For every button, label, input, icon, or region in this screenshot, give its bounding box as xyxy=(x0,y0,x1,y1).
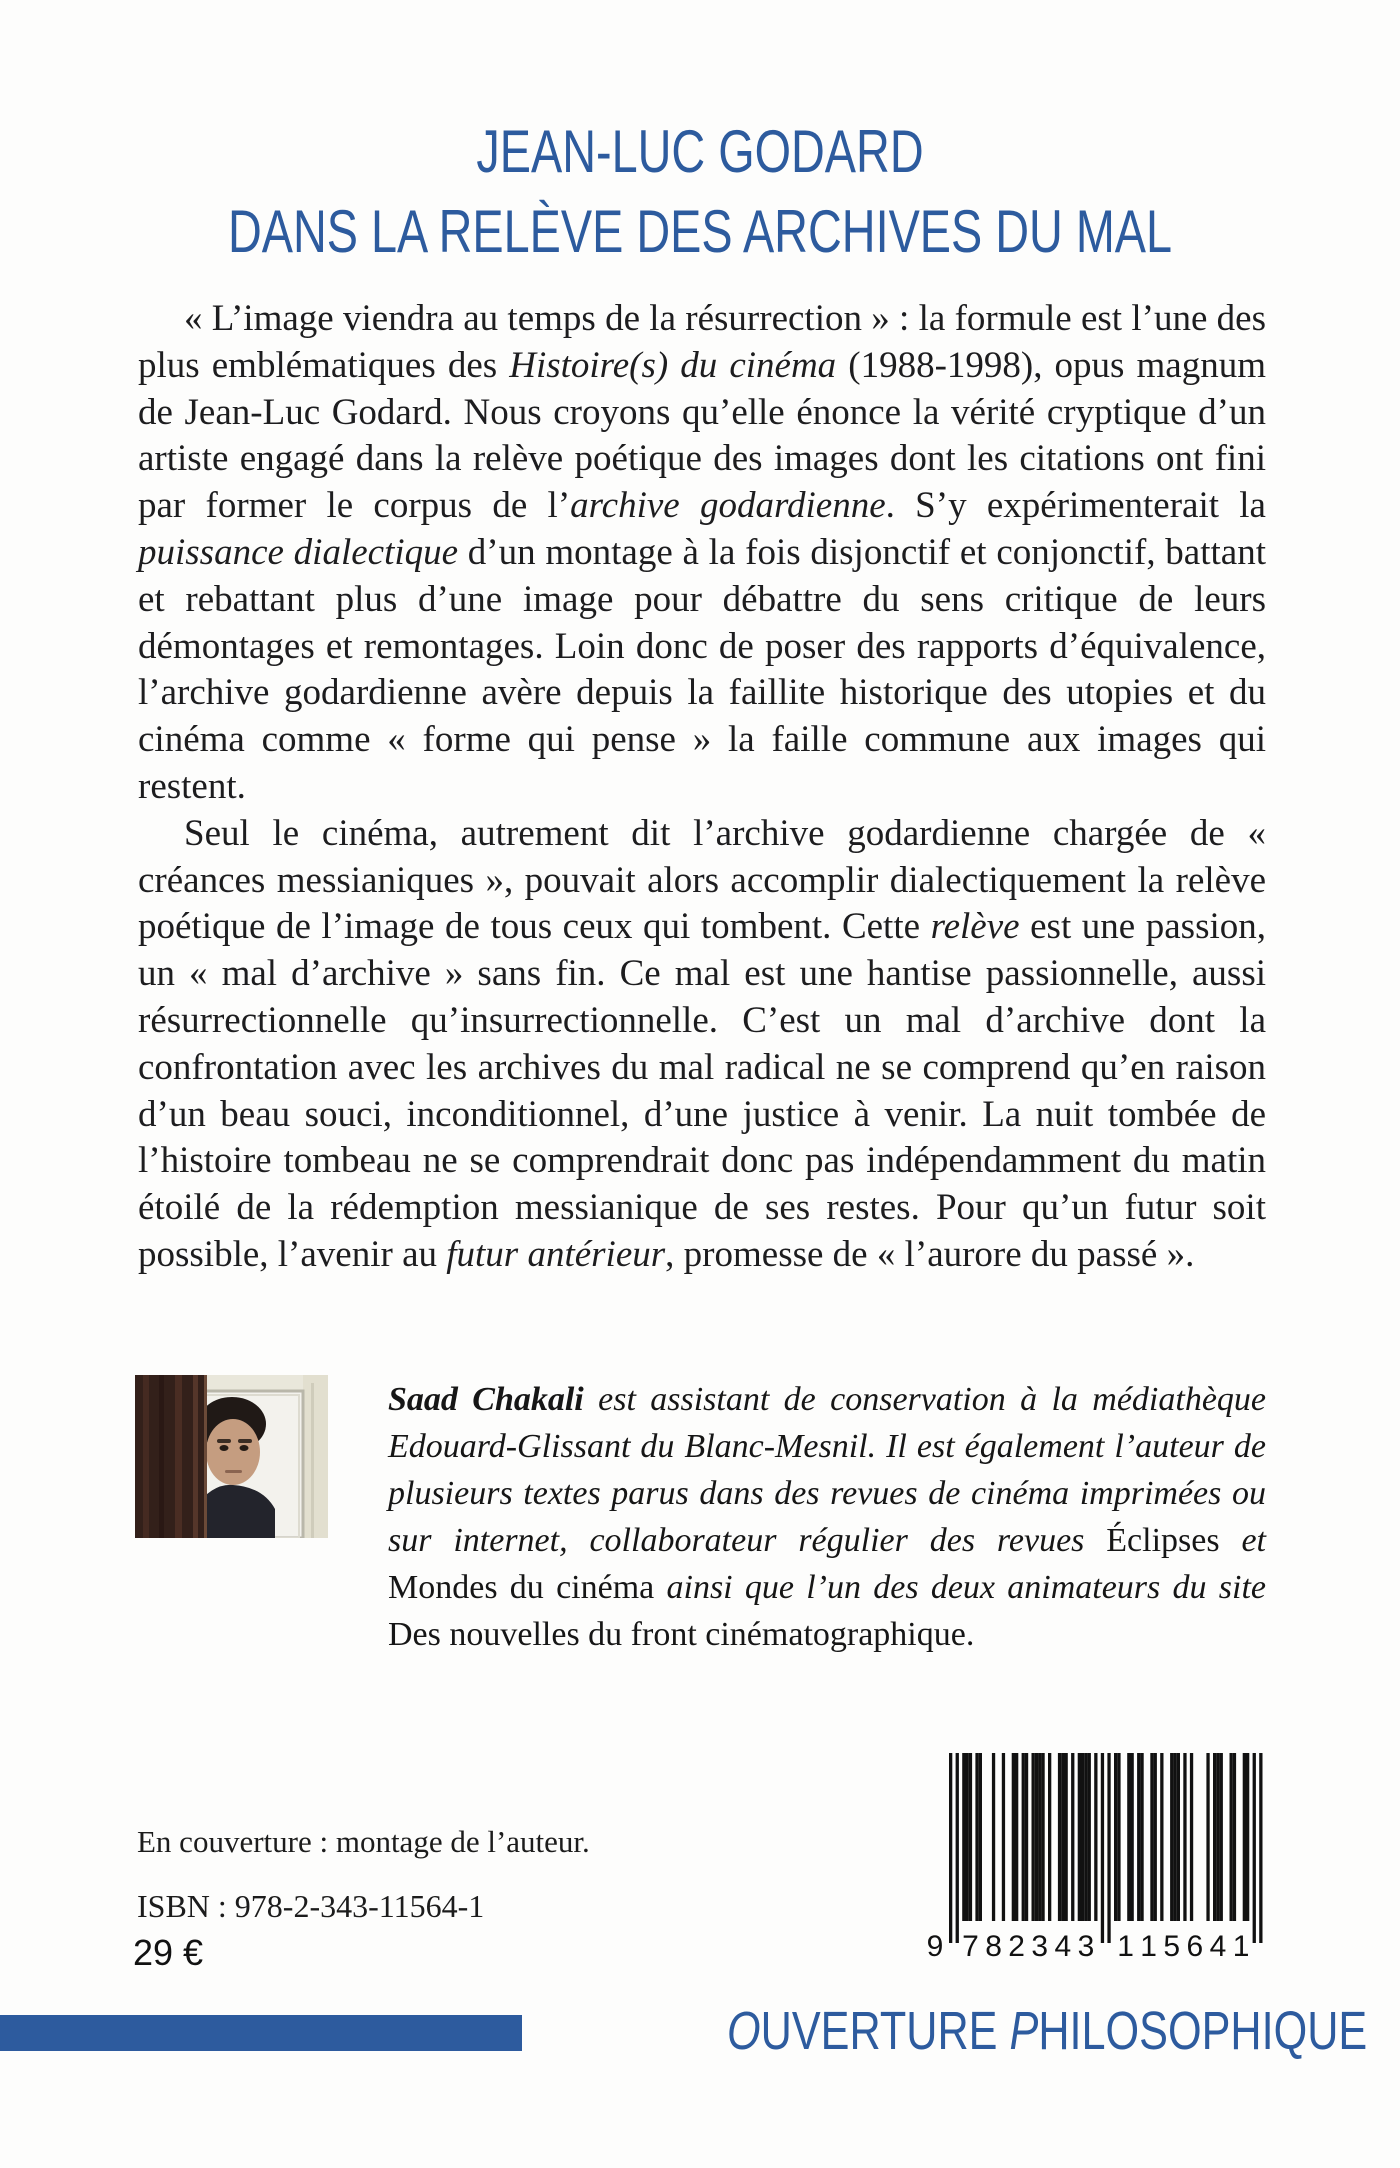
text-segment: futur antérieur xyxy=(446,1233,666,1275)
text-segment: (1988-1998), opus magnum de Jean-Luc Godard. Nous croyons qu’elle énonce la vérité cryptique d’un artiste engagé dans la relève poétique des images dont les citations ont fini par former le corpus de l’ xyxy=(138,344,1266,527)
svg-text:7: 7 xyxy=(962,1930,979,1959)
text-segment: . S’y expérimenterait la xyxy=(885,485,1266,527)
collection-word1-lead: O xyxy=(726,2001,761,2061)
book-title xyxy=(0,112,1400,272)
cover-credit-note: En couverture : montage de l’auteur. xyxy=(137,1824,590,1859)
author-photo xyxy=(135,1375,328,1538)
text-segment: est assistant de conservation à la médiathèque Edouard-Glissant du Blanc-Mesnil. Il est également l’auteur de plusieurs textes parus dans des revues de cinéma imprimées ou sur internet, collaborateur régulier des revues xyxy=(388,1381,1267,1559)
collection-word2-rest: HILOSOPHIQUE xyxy=(1038,2001,1367,2061)
author-bio xyxy=(388,1376,1266,1658)
svg-text:2: 2 xyxy=(1008,1930,1025,1959)
photo-face xyxy=(206,1419,260,1485)
synopsis-paragraph-2 xyxy=(138,811,1266,1279)
text-segment: Seul le cinéma, autrement dit l’archive godardienne chargée de « créances messianiques », pouvait alors accomplir dialectiquement la relève poétique de l’image de tous ceux qui tombent. Cette xyxy=(138,812,1266,948)
svg-text:1: 1 xyxy=(1117,1930,1134,1959)
text-segment: est une passion, un « mal d’archive » sans fin. Ce mal est une hantise passionnelle, aussi résurrectionnelle qu’insurrectionnelle. C’est un mal d’archive dont la confrontation avec les archives du mal radical ne se comprend qu’en raison d’un beau souci, inconditionnel, d’une justice à venir. La nuit tombée de l’histoire tombeau ne se comprendrait donc pas indépendamment du matin étoilé de la rédemption messianique de ses restes. Pour qu’un futur soit possible, l’avenir au xyxy=(138,906,1266,1275)
synopsis-paragraph-1 xyxy=(138,296,1266,811)
svg-text:5: 5 xyxy=(1163,1930,1181,1959)
text-segment: , promesse de « l’aurore du passé ». xyxy=(665,1233,1195,1275)
text-segment: relève xyxy=(930,906,1020,948)
svg-text:1: 1 xyxy=(1140,1930,1157,1959)
collection-title xyxy=(726,2001,1367,2061)
text-segment: ainsi que l’un des deux animateurs du site xyxy=(654,1569,1266,1606)
synopsis xyxy=(138,296,1266,1279)
text-segment: et xyxy=(1219,1522,1267,1559)
text-segment: Saad Chakali xyxy=(388,1381,584,1418)
isbn: ISBN : 978-2-343-11564-1 xyxy=(137,1888,485,1924)
text-segment: Des nouvelles du front cinématographique. xyxy=(388,1616,975,1653)
text-segment: Histoire(s) du cinéma xyxy=(509,344,837,386)
text-segment: archive godardienne xyxy=(570,485,886,527)
collection-blue-bar xyxy=(0,2015,522,2051)
svg-text:3: 3 xyxy=(1077,1930,1095,1959)
text-segment: puissance dialectique xyxy=(138,531,459,573)
collection-word2-lead: P xyxy=(1009,2001,1039,2061)
svg-text:8: 8 xyxy=(985,1930,1002,1959)
ean13-barcode xyxy=(925,1753,1275,1959)
text-segment: Éclipses xyxy=(1106,1522,1220,1559)
text-segment: d’un montage à la fois disjonctif et conjonctif, battant et rebattant plus d’une image pour débattre du sens critique de leurs démontages et remontages. Loin donc de poser des rapports d’équivalence, l’archive godardienne avère depuis la faillite historique des utopies et du cinéma comme « forme qui pense » la faille commune aux images qui restent. xyxy=(138,531,1266,807)
svg-text:9: 9 xyxy=(926,1930,944,1959)
collection-word1-rest: UVERTURE xyxy=(760,2001,1010,2061)
book-title-line2: DANS LA RELÈVE DES ARCHIVES DU MAL xyxy=(227,198,1173,265)
text-segment: Mondes du cinéma xyxy=(388,1569,655,1606)
text-segment: « L’image viendra au temps de la résurrection » : la formule est l’une des plus emblématiques des xyxy=(138,298,1266,386)
price: 29 € xyxy=(133,1932,204,1973)
svg-text:4: 4 xyxy=(1209,1930,1227,1959)
svg-text:4: 4 xyxy=(1054,1930,1072,1959)
book-title-line1: JEAN-LUC GODARD xyxy=(476,118,924,185)
svg-text:3: 3 xyxy=(1031,1930,1049,1959)
svg-text:6: 6 xyxy=(1186,1930,1204,1959)
svg-text:1: 1 xyxy=(1232,1930,1250,1959)
